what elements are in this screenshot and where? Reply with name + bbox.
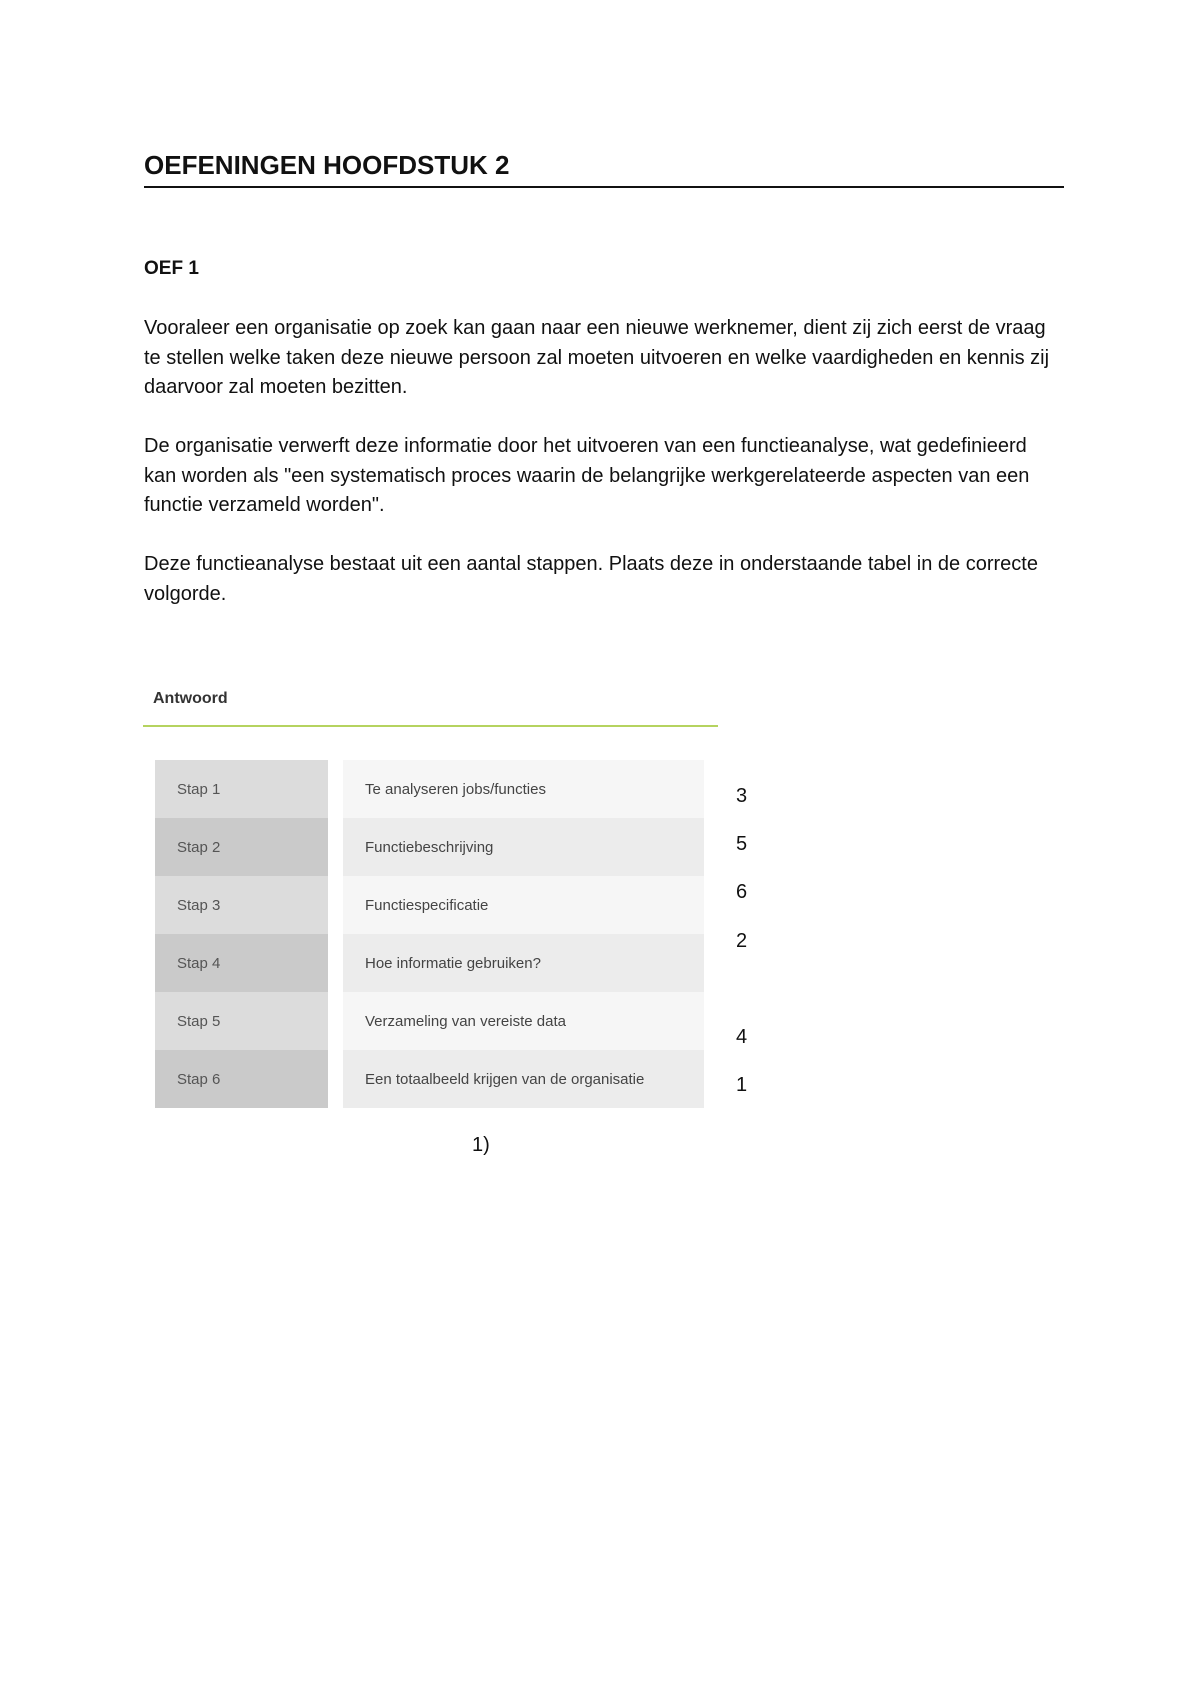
page-title: OEFENINGEN HOOFDSTUK 2 (144, 148, 1064, 188)
table-row (155, 760, 704, 818)
table-row (155, 992, 704, 1050)
answer-number: 1 (736, 1074, 748, 1096)
answer-divider (143, 725, 718, 727)
answer-number: 2 (736, 930, 748, 952)
step-task: Te analyseren jobs/functies (343, 760, 704, 818)
answer-number: 3 (736, 785, 748, 807)
instruction-paragraph: Deze functieanalyse bestaat uit een aantal stappen. Plaats deze in onderstaande tabel in de correcte volgorde. (144, 553, 1038, 605)
table-row (155, 876, 704, 934)
step-label: Stap 2 (155, 818, 328, 876)
step-label: Stap 1 (155, 760, 328, 818)
step-task: Hoe informatie gebruiken? (343, 934, 704, 992)
step-label: Stap 5 (155, 992, 328, 1050)
steps-table (155, 760, 704, 1108)
step-label: Stap 6 (155, 1050, 328, 1108)
table-row (155, 934, 704, 992)
step-task: Functiespecificatie (343, 876, 704, 934)
step-task: Een totaalbeeld krijgen van de organisatie (343, 1050, 704, 1108)
step-task: Verzameling van vereiste data (343, 992, 704, 1050)
answer-number: 4 (736, 1026, 748, 1048)
step-label: Stap 3 (155, 876, 328, 934)
table-row (155, 1050, 704, 1108)
answer-number: 6 (736, 881, 748, 903)
intro-paragraph: Vooraleer een organisatie op zoek kan gaan naar een nieuwe werknemer, dient zij zich eerst de vraag te stellen welke taken deze nieuwe persoon zal moeten uitvoeren en welke vaardigheden en kennis zij daarvoor zal moeten bezitten. (144, 317, 1050, 398)
answer-number: 5 (736, 833, 748, 855)
definition-paragraph: De organisatie verwerft deze informatie door het uitvoeren van een functieanalyse, wat gedefinieerd kan worden als "een systematisch proces waarin de belangrijke werkgerelateerde aspecten van een functie verzameld worden". (144, 435, 1030, 516)
step-task: Functiebeschrijving (343, 818, 704, 876)
table-row (155, 818, 704, 876)
exercise-heading: OEF 1 (144, 258, 199, 279)
figure-caption: 1) (472, 1134, 490, 1156)
step-label: Stap 4 (155, 934, 328, 992)
answer-label: Antwoord (153, 690, 228, 707)
